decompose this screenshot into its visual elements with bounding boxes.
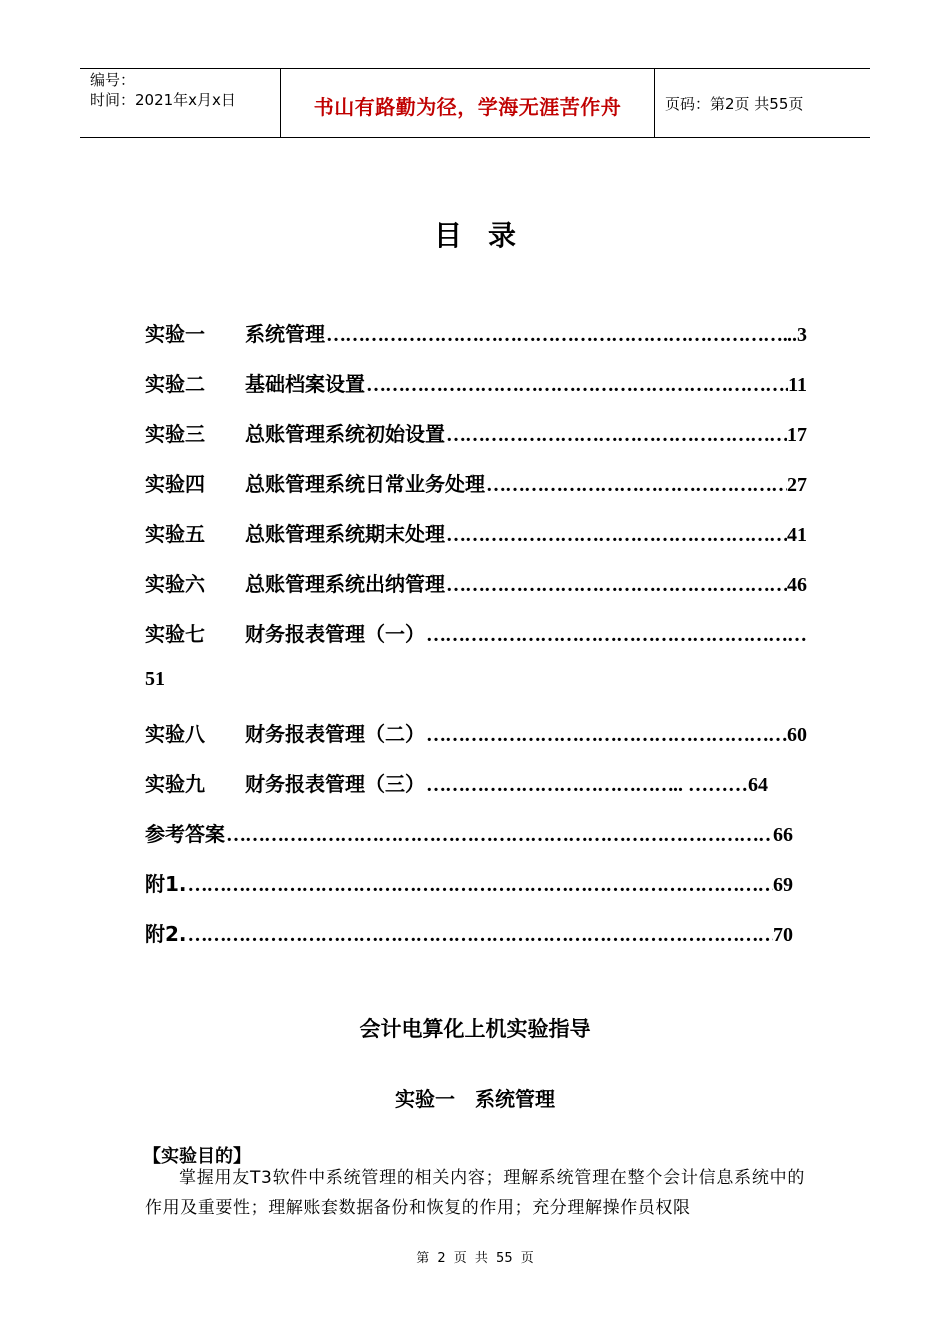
toc-entry-page: 69 — [773, 874, 793, 896]
toc-entry[interactable] — [145, 768, 807, 818]
chapter-heading — [0, 1083, 950, 1112]
toc-entry-page: 11 — [788, 374, 807, 396]
toc-leader-dots — [445, 524, 787, 547]
toc-entry-title: 总账管理系统初始设置 — [245, 422, 445, 446]
toc-entry-title: 附2. — [145, 922, 187, 946]
section-label: 【实验目的】 — [143, 1146, 251, 1167]
toc-entry-number: 实验七 — [145, 622, 205, 646]
toc-entry-page: .. ………64 — [673, 774, 768, 796]
toc-entry-number: 实验二 — [145, 372, 205, 396]
table-of-contents — [145, 318, 807, 968]
toc-entry[interactable] — [145, 918, 793, 968]
toc-entry[interactable] — [145, 818, 793, 868]
page-footer: 第 2 页 共 55 页 — [416, 1251, 534, 1266]
toc-entry-title: 附1. — [145, 872, 187, 896]
toc-entry[interactable] — [145, 368, 807, 418]
toc-leader-dots — [225, 824, 773, 847]
chapter-title: 系统管理 — [475, 1087, 555, 1111]
toc-leader-dots — [365, 374, 788, 397]
toc-entry-title: 基础档案设置 — [245, 372, 365, 396]
toc-entry-title: 总账管理系统期末处理 — [245, 522, 445, 546]
body-paragraph: 掌握用友T3软件中系统管理的相关内容；理解系统管理在整个会计信息系统中的作用及重要性；理解账套数据备份和恢复的作用；充分理解操作员权限 — [145, 1168, 805, 1218]
toc-entry-number: 实验五 — [145, 522, 205, 546]
toc-leader-dots — [425, 624, 807, 647]
toc-leader-dots — [187, 874, 773, 897]
header-meta-cell — [80, 69, 281, 137]
toc-entry[interactable] — [145, 568, 807, 618]
toc-entry[interactable] — [145, 718, 807, 768]
toc-entry-title: 参考答案 — [145, 822, 225, 846]
toc-leader-dots — [485, 474, 787, 497]
toc-title: 目录 — [433, 219, 542, 252]
header-page-info: 页码：第2页 共55页 — [665, 95, 804, 113]
toc-entry-title: 财务报表管理（三） — [245, 772, 425, 796]
toc-entry[interactable] — [145, 618, 807, 668]
toc-entry-number: 实验九 — [145, 772, 205, 796]
toc-entry[interactable] — [145, 418, 807, 468]
toc-entry-page: 70 — [773, 924, 793, 946]
toc-entry-number: 实验三 — [145, 422, 205, 446]
toc-entry-title: 总账管理系统日常业务处理 — [245, 472, 485, 496]
document-heading: 会计电算化上机实验指导 — [359, 1017, 591, 1041]
header-page-cell — [655, 69, 870, 137]
toc-entry-number: 实验六 — [145, 572, 205, 596]
toc-entry-page: ..3 — [787, 324, 807, 346]
toc-entry[interactable] — [145, 468, 807, 518]
toc-leader-dots — [445, 574, 787, 597]
toc-entry-page: 46 — [787, 574, 807, 596]
page-header — [80, 68, 870, 138]
toc-entry-page: 66 — [773, 824, 793, 846]
serial-number-label: 编号： — [90, 71, 136, 89]
toc-entry-title: 系统管理 — [245, 322, 325, 346]
date-label: 时间：2021年x月x日 — [90, 91, 236, 109]
toc-entry-title: 财务报表管理（二） — [245, 722, 425, 746]
chapter-number: 实验一 — [395, 1087, 455, 1111]
toc-leader-dots — [445, 424, 787, 447]
toc-entry-title: 财务报表管理（一） — [245, 622, 425, 646]
toc-entry[interactable] — [145, 868, 793, 918]
toc-entry-page: 41 — [787, 524, 807, 546]
toc-entry-page: 27 — [787, 474, 807, 496]
toc-leader-dots — [325, 324, 787, 347]
header-motto-cell — [281, 69, 655, 137]
toc-entry[interactable] — [145, 318, 807, 368]
toc-entry-number: 实验八 — [145, 722, 205, 746]
toc-entry[interactable] — [145, 518, 807, 568]
toc-leader-dots — [187, 924, 773, 947]
toc-entry-page: 60 — [787, 724, 807, 746]
toc-entry-page: 17 — [787, 424, 807, 446]
toc-leader-dots — [425, 724, 787, 747]
motto-text: 书山有路勤为径，学海无涯苦作舟 — [313, 95, 622, 119]
toc-leader-dots — [425, 774, 673, 797]
toc-entry-number: 实验一 — [145, 322, 205, 346]
toc-entry-page: 51 — [145, 668, 165, 690]
toc-entry-number: 实验四 — [145, 472, 205, 496]
toc-entry-title: 总账管理系统出纳管理 — [245, 572, 445, 596]
toc-entry-continuation[interactable] — [145, 668, 807, 718]
